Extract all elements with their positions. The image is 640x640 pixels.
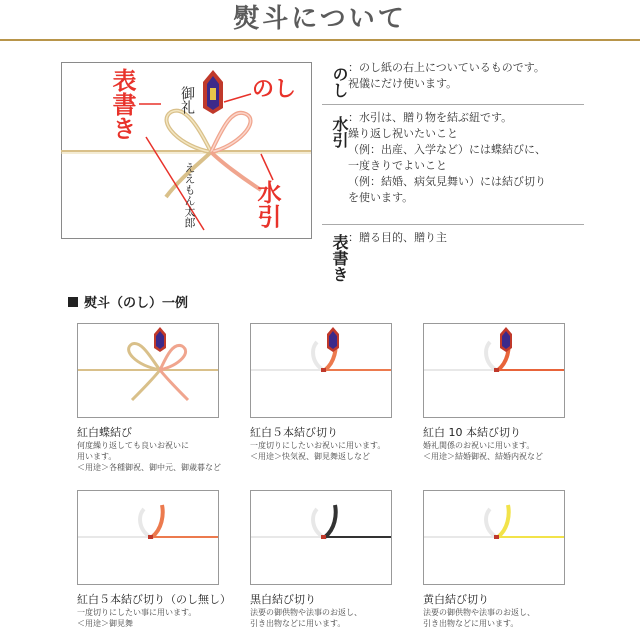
- noshi-ornament-icon: [203, 70, 223, 114]
- label-mizuhiki: 水引: [253, 180, 281, 228]
- example-note: [250, 607, 410, 629]
- example-title: 紅白 10 本結び切り: [423, 426, 521, 439]
- example-title: 紅白５本結び切り: [250, 426, 338, 439]
- desc-mizuhiki: ：水引は、贈り物を結ぶ紐です。 繰り返し祝いたいこと （例：出産、入学など）には蝶結びに、 一度きりでよいこと （例：結婚、病気見舞い）には結び切り を使います。: [348, 111, 546, 204]
- example-note-line: 用います。: [77, 452, 117, 461]
- desc-label-noshi: のし: [330, 66, 349, 98]
- example-note-line: 法要の御供物や法事のお返し、: [423, 608, 535, 617]
- example-noshi-card: [250, 490, 392, 585]
- example-note-line: ＜用途＞各種御祝、御中元、御歳暮など: [77, 463, 221, 472]
- mizuhiki-drawing: [78, 491, 218, 584]
- noshi-ornament-icon: [327, 327, 339, 352]
- mizuhiki-drawing: [251, 324, 391, 417]
- desc-omotegaki: ：贈る目的、贈り主: [348, 231, 447, 244]
- example-note-line: 婚礼関係のお祝いに用います。: [423, 441, 535, 450]
- example-title: 紅白蝶結び: [77, 426, 132, 439]
- noshi-ornament-icon: [154, 327, 166, 352]
- mizuhiki-drawing: [424, 324, 564, 417]
- example-note-line: 一度切りにしたい事に用います。: [77, 608, 197, 617]
- divider: [322, 104, 584, 105]
- desc-label-omotegaki: 表書き: [330, 234, 349, 282]
- example-note: [77, 440, 237, 473]
- label-noshi: のし: [252, 77, 297, 102]
- example-title: 紅白５本結び切り（のし無し）: [77, 593, 231, 606]
- page-title: 熨斗について: [233, 4, 407, 34]
- desc-label-mizuhiki: 水引: [330, 116, 349, 148]
- examples-heading: 熨斗（のし）一例: [68, 292, 188, 311]
- example-noshi-card: [423, 490, 565, 585]
- example-noshi-card: [77, 323, 219, 418]
- example-title: 黄白結び切り: [423, 593, 489, 606]
- example-note: [423, 607, 583, 629]
- noshi-ornament-icon: [500, 327, 512, 352]
- envelope-giver-text: ええもん太郎: [183, 162, 196, 228]
- example-noshi-card: [423, 323, 565, 418]
- example-note-line: ＜用途＞快気祝、御見舞返しなど: [250, 452, 370, 461]
- example-note-line: 何度繰り返しても良いお祝いに: [77, 441, 189, 450]
- title-underline: [0, 39, 640, 41]
- label-omotegaki: 表書き: [108, 68, 136, 140]
- example-note-line: ＜用途＞結婚御祝、結婚内祝など: [423, 452, 543, 461]
- example-note-line: 引き出物などに用います。: [423, 619, 519, 628]
- example-note-line: 法要の御供物や法事のお返し、: [250, 608, 362, 617]
- example-noshi-card: [250, 323, 392, 418]
- example-noshi-card: [77, 490, 219, 585]
- divider: [322, 224, 584, 225]
- mizuhiki-drawing: [251, 491, 391, 584]
- example-note-line: 一度切りにしたいお祝いに用います。: [250, 441, 386, 450]
- example-note: [250, 440, 410, 462]
- example-note: [77, 607, 237, 629]
- square-bullet-icon: [68, 297, 78, 307]
- envelope-purpose-text: 御礼: [179, 86, 195, 114]
- example-title: 黒白結び切り: [250, 593, 316, 606]
- mizuhiki-drawing: [424, 491, 564, 584]
- example-note-line: 引き出物などに用います。: [250, 619, 346, 628]
- example-note: [423, 440, 583, 462]
- mizuhiki-drawing: [78, 324, 218, 417]
- example-note-line: ＜用途＞御見舞: [77, 619, 133, 628]
- desc-noshi: ：のし紙の右上についているものです。 祝儀にだけ使います。: [348, 61, 545, 90]
